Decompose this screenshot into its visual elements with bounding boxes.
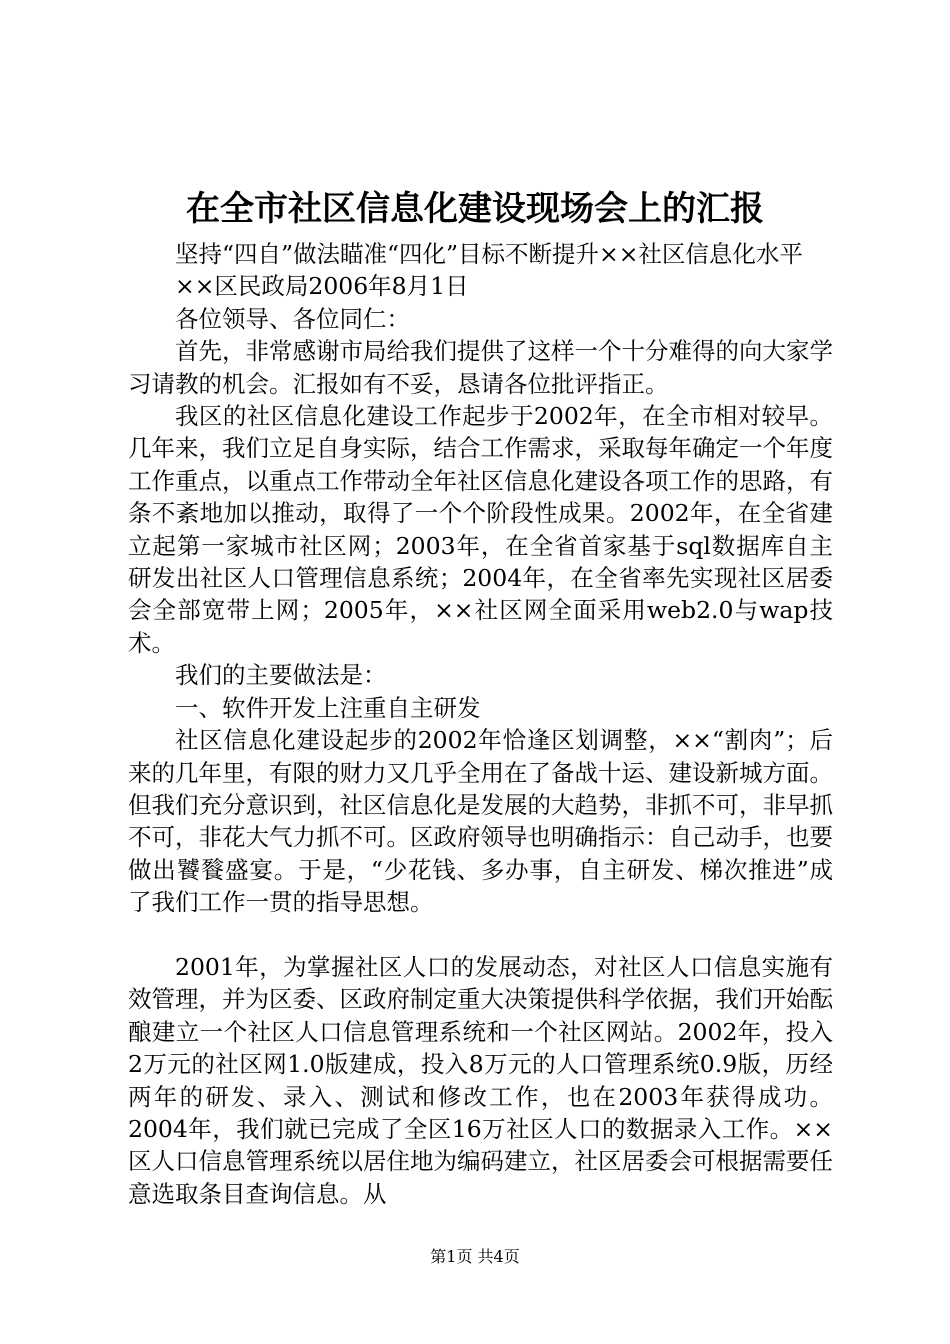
author-date-line: ××区民政局2006年8月1日 — [175, 272, 469, 301]
body-paragraph: 我们的主要做法是： — [175, 661, 387, 690]
page-number-footer: 第1页 共4页 — [430, 1247, 520, 1266]
body-paragraph: 首先，非常感谢市局给我们提供了这样一个十分难得的向大家学习请教的机会。汇报如有不妥，恳请各位批评指正。 — [128, 337, 833, 398]
body-paragraph: 我区的社区信息化建设工作起步于2002年，在全市相对较早。几年来，我们立足自身实际，结合工作需求，采取每年确定一个年度工作重点，以重点工作带动全年社区信息化建设各项工作的思路，有条不紊地加以推动，取得了一个个阶段性成果。2002年，在全省建立起第一家城市社区网；2003年，在全省首家基于sql数据库自主研发出社区人口管理信息系统；2004年，在全省率先实现社区居委会全部宽带上网；2005年，××社区网全面采用web2.0与wap技术。 — [128, 402, 833, 657]
section-heading: 一、软件开发上注重自主研发 — [175, 693, 481, 722]
body-paragraph: 社区信息化建设起步的2002年恰逢区划调整，××“割肉”；后来的几年里，有限的财力又几乎全用在了备战十运、建设新城方面。但我们充分意识到，社区信息化是发展的大趋势，非抓不可，非早抓不可，非花大气力抓不可。区政府领导也明确指示：自己动手，也要做出饕餮盛宴。于是，“少花钱、多办事，自主研发、梯次推进”成了我们工作一贯的指导思想。 — [128, 726, 833, 917]
document-body — [128, 238, 833, 1210]
subtitle-paragraph: 坚持“四自”做法瞄准“四化”目标不断提升××社区信息化水平 — [175, 240, 803, 268]
body-paragraph: 2001年，为掌握社区人口的发展动态，对社区人口信息实施有效管理，并为区委、区政府制定重大决策提供科学依据，我们开始酝酿建立一个社区人口信息管理系统和一个社区网站。2002年，投入2万元的社区网1.0版建成，投入8万元的人口管理系统0.9版，历经两年的研发、录入、测试和修改工作，也在2003年获得成功。2004年，我们就已完成了全区16万社区人口的数据录入工作。××区人口信息管理系统以居住地为编码建立，社区居委会可根据需要任意选取条目查询信息。从 — [128, 952, 833, 1208]
salutation-paragraph: 各位领导、各位同仁： — [175, 304, 410, 333]
document-title: 在全市社区信息化建设现场会上的汇报 — [186, 189, 764, 229]
